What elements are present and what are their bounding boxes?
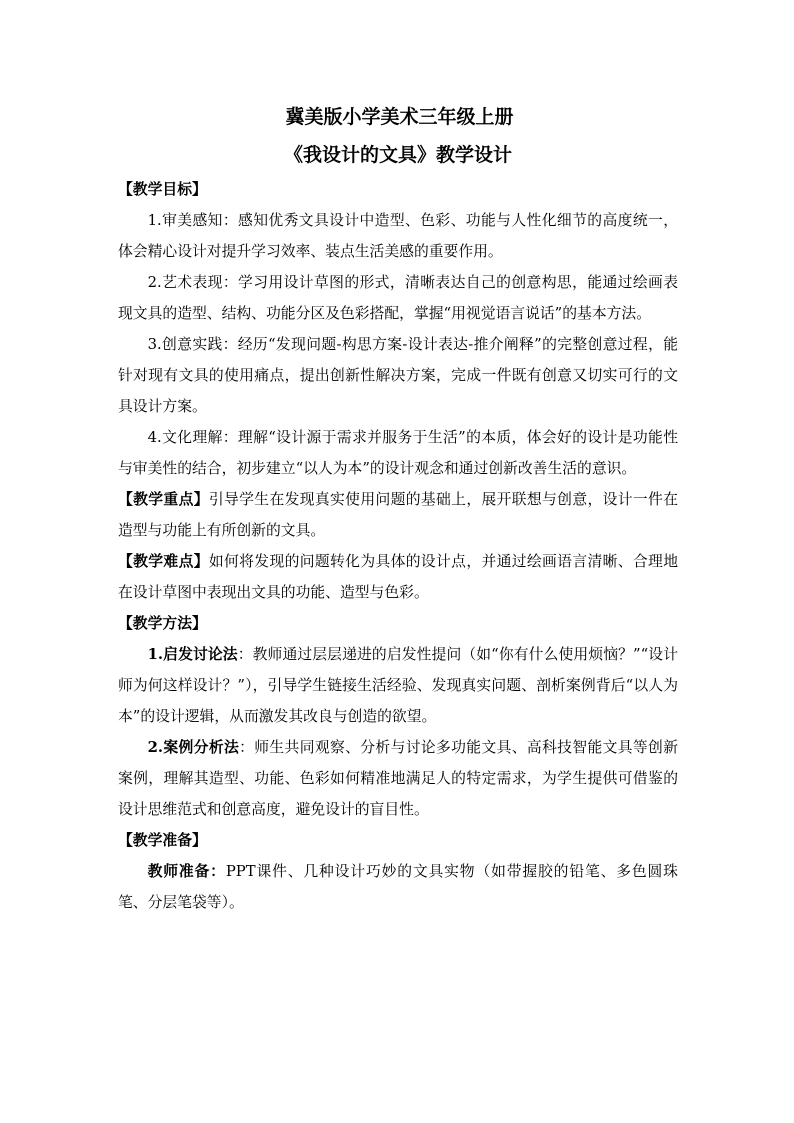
method-item-1 [118, 639, 678, 732]
objective-item-4: 4.文化理解：理解“设计源于需求并服务于生活”的本质，体会好的设计是功能性与审美性的结合，初步建立“以人为本”的设计观念和通过创新改善生活的意识。 [118, 429, 678, 477]
preparation-label: 教师准备： [147, 863, 226, 880]
methods-heading: 【教学方法】 [118, 615, 207, 632]
method-1-text: ：教师通过层层递进的启发性提问（如“你有什么使用烦恼？”“设计师为何这样设计？”），引导学生链接生活经验、发现真实问题、剖析案例背后“以人为本”的设计逻辑，从而激发其改良与创造的欲望。 [118, 646, 679, 725]
method-2-label: 2.案例分析法 [147, 739, 240, 756]
method-2-text: ：师生共同观察、分析与讨论多功能文具、高科技智能文具等创新案例，理解其造型、功能、色彩如何精准地满足人的特定需求，为学生提供可借鉴的设计思维范式和创意高度，避免设计的盲目性。 [118, 739, 678, 818]
method-1-label: 1.启发讨论法 [147, 646, 238, 663]
key-point-text: 引导学生在发现真实使用问题的基础上，展开联想与创意，设计一件在造型与功能上有所创新的文具。 [118, 491, 678, 539]
preparation-heading: 【教学准备】 [118, 832, 207, 849]
document-content [118, 98, 678, 918]
preparation-paragraph [118, 856, 678, 918]
document-title-line1: 冀美版小学美术三年级上册 [285, 106, 514, 128]
objectives-heading: 【教学目标】 [118, 181, 207, 198]
objective-item-3: 3.创意实践：经历“发现问题-构思方案-设计表达-推介阐释”的完整创意过程，能针对现有文具的使用痛点，提出创新性解决方案，完成一件既有创意又切实可行的文具设计方案。 [118, 336, 678, 415]
document-title-line2: 《我设计的文具》教学设计 [283, 144, 512, 166]
difficulty-paragraph [118, 546, 678, 608]
method-item-2 [118, 732, 678, 825]
objective-item-2: 2.艺术表现：学习用设计草图的形式，清晰表达自己的创意构思，能通过绘画表现文具的造型、结构、功能分区及色彩搭配，掌握“用视觉语言说话”的基本方法。 [118, 274, 678, 322]
objective-item-1: 1.审美感知：感知优秀文具设计中造型、色彩、功能与人性化细节的高度统一，体会精心设计对提升学习效率、装点生活美感的重要作用。 [118, 212, 678, 260]
key-point-label: 【教学重点】 [118, 491, 209, 508]
preparation-text: PPT课件、几种设计巧妙的文具实物（如带握胶的铅笔、多色圆珠笔、分层笔袋等）。 [118, 863, 678, 911]
difficulty-label: 【教学难点】 [118, 553, 209, 570]
difficulty-text: 如何将发现的问题转化为具体的设计点，并通过绘画语言清晰、合理地在设计草图中表现出文具的功能、造型与色彩。 [118, 553, 678, 601]
key-point-paragraph [118, 484, 678, 546]
